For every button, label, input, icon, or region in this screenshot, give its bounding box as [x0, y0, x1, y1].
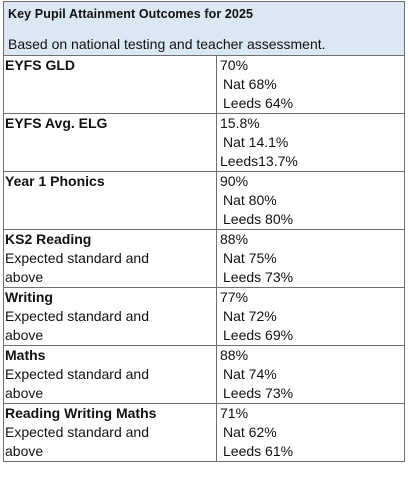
table-row: [4, 346, 404, 404]
table-row: [4, 56, 404, 114]
row-label-cell: [4, 346, 217, 404]
row-title: KS2 Reading: [5, 231, 92, 247]
school-value: 70%: [220, 57, 249, 73]
row-values-cell: [217, 346, 405, 404]
table-row: [4, 230, 404, 288]
row-desc-line: [5, 133, 216, 152]
row-label-cell: [4, 288, 217, 346]
row-desc-line: [5, 191, 216, 210]
row-desc-line: above: [5, 385, 44, 401]
table-row: [4, 288, 404, 346]
leeds-value: Leeds 69%: [223, 327, 294, 343]
row-label-cell: [4, 404, 217, 462]
table-row: [4, 172, 404, 230]
row-values-cell: [217, 230, 405, 288]
row-title: EYFS GLD: [5, 57, 76, 73]
national-value: Nat 80%: [223, 192, 277, 208]
row-title: Year 1 Phonics: [5, 173, 105, 189]
row-desc-line: above: [5, 269, 44, 285]
table-title: Key Pupil Attainment Outcomes for 2025: [8, 7, 254, 21]
leeds-value: Leeds 64%: [223, 95, 294, 111]
row-title: Writing: [5, 289, 53, 305]
row-values-cell: [217, 288, 405, 346]
row-desc-line: Expected standard and: [5, 250, 149, 266]
row-desc-line: Expected standard and: [5, 424, 149, 440]
school-value: 15.8%: [220, 115, 260, 131]
table-row: [4, 404, 404, 462]
national-value: Nat 75%: [223, 250, 277, 266]
school-value: 90%: [220, 173, 249, 189]
national-value: Nat 14.1%: [223, 134, 289, 150]
row-values-cell: [217, 404, 405, 462]
leeds-value: Leeds 73%: [223, 269, 294, 285]
leeds-value: Leeds 73%: [223, 385, 294, 401]
row-desc-line: [5, 94, 216, 113]
row-values-cell: [217, 172, 405, 230]
row-values-cell: [217, 114, 405, 172]
row-label-cell: [4, 230, 217, 288]
row-label-cell: [4, 172, 217, 230]
national-value: Nat 74%: [223, 366, 277, 382]
leeds-value: Leeds13.7%: [220, 153, 298, 169]
school-value: 77%: [220, 289, 249, 305]
national-value: Nat 68%: [223, 76, 277, 92]
row-title: EYFS Avg. ELG: [5, 115, 108, 131]
attainment-table-card: [3, 1, 405, 462]
row-label-cell: [4, 114, 217, 172]
row-desc-line: [5, 75, 216, 94]
national-value: Nat 62%: [223, 424, 277, 440]
leeds-value: Leeds 80%: [223, 211, 294, 227]
row-desc-line: Expected standard and: [5, 366, 149, 382]
school-value: 88%: [220, 347, 249, 363]
table-subtitle: Based on national testing and teacher assessment.: [8, 36, 326, 52]
row-desc-line: [5, 152, 216, 171]
school-value: 88%: [220, 231, 249, 247]
row-desc-line: above: [5, 443, 44, 459]
table-header: [4, 2, 404, 56]
row-title: Maths: [5, 347, 46, 363]
row-desc-line: Expected standard and: [5, 308, 149, 324]
leeds-value: Leeds 61%: [223, 443, 294, 459]
table-row: [4, 114, 404, 172]
row-label-cell: [4, 56, 217, 114]
attainment-table: [4, 56, 404, 461]
school-value: 71%: [220, 405, 249, 421]
row-desc-line: above: [5, 327, 44, 343]
row-title: Reading Writing Maths: [5, 405, 157, 421]
national-value: Nat 72%: [223, 308, 277, 324]
row-values-cell: [217, 56, 405, 114]
row-desc-line: [5, 210, 216, 229]
